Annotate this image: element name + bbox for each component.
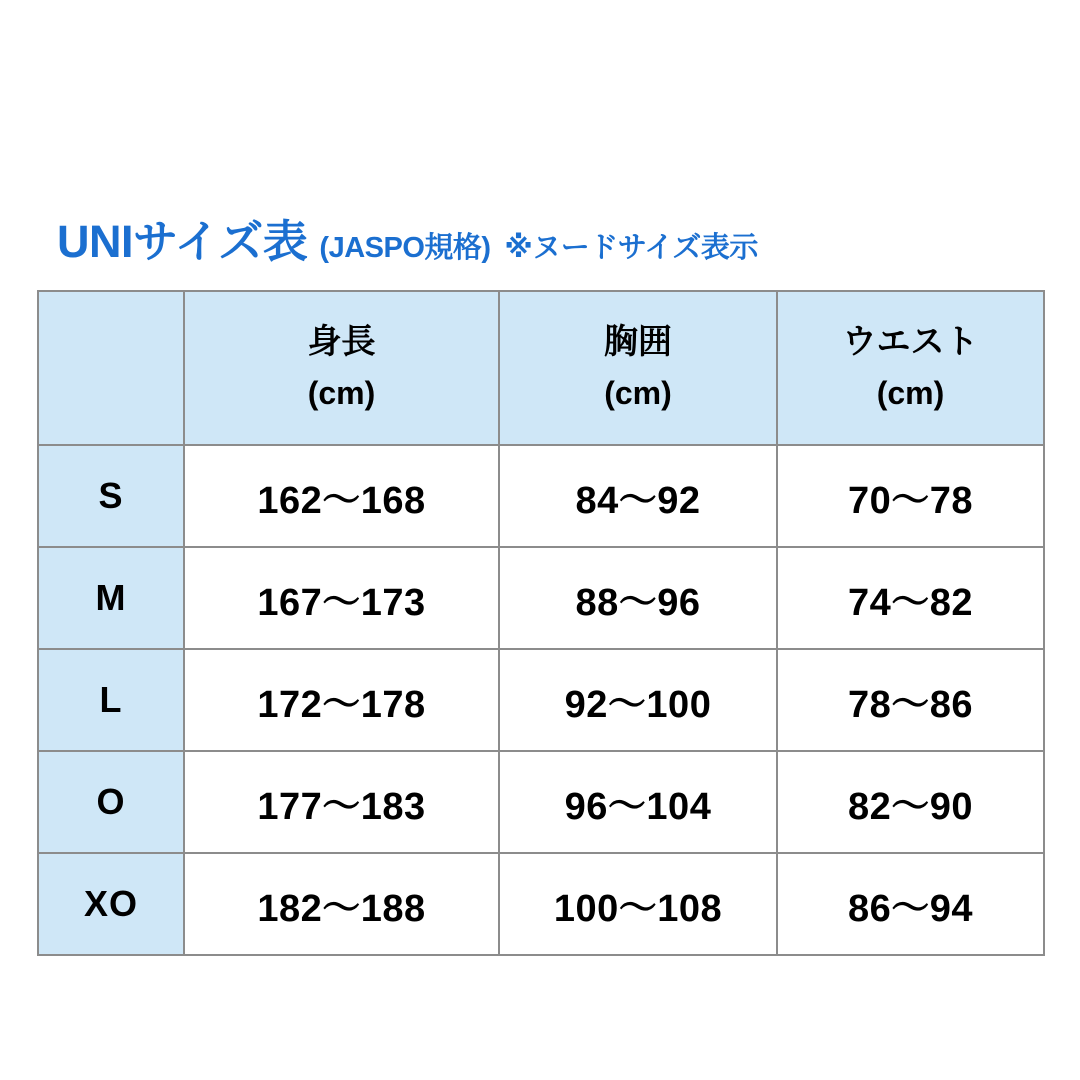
size-table [37,290,1045,956]
size-label: S [38,445,184,547]
column-header-waist [777,291,1044,445]
column-header-chest-unit: (cm) [604,375,672,412]
cell-chest: 96〜104 [499,751,777,853]
table-header-row [38,291,1044,445]
cell-waist: 74〜82 [777,547,1044,649]
table-corner-cell [38,291,184,445]
cell-chest: 92〜100 [499,649,777,751]
table-row [38,547,1044,649]
table-row [38,649,1044,751]
cell-chest: 84〜92 [499,445,777,547]
table-body [38,445,1044,955]
size-label: M [38,547,184,649]
size-label: O [38,751,184,853]
column-header-waist-label: ウエスト [842,323,979,362]
column-header-waist-unit: (cm) [876,375,945,412]
cell-waist: 86〜94 [777,853,1044,955]
table-row [38,751,1044,853]
cell-waist: 70〜78 [777,445,1044,547]
cell-waist: 82〜90 [777,751,1044,853]
page-title [57,205,758,270]
column-header-height-unit: (cm) [307,375,376,412]
column-header-chest [499,291,777,445]
size-label: XO [38,853,184,955]
cell-chest: 88〜96 [499,547,777,649]
title-main-text: UNIサイズ表 [57,216,308,267]
size-label: L [38,649,184,751]
cell-waist: 78〜86 [777,649,1044,751]
title-note-text: ※ヌードサイズ表示 [504,232,758,264]
cell-chest: 100〜108 [499,853,777,955]
table-row [38,853,1044,955]
table-row [38,445,1044,547]
title-standard-text: (JASPO規格) [319,232,491,264]
cell-height: 172〜178 [184,649,499,751]
table-header [38,291,1044,445]
cell-height: 162〜168 [184,445,499,547]
cell-height: 182〜188 [184,853,499,955]
cell-height: 167〜173 [184,547,499,649]
cell-height: 177〜183 [184,751,499,853]
column-header-height [184,291,499,445]
column-header-height-label: 身長 [307,323,376,362]
column-header-chest-label: 胸囲 [604,323,672,362]
